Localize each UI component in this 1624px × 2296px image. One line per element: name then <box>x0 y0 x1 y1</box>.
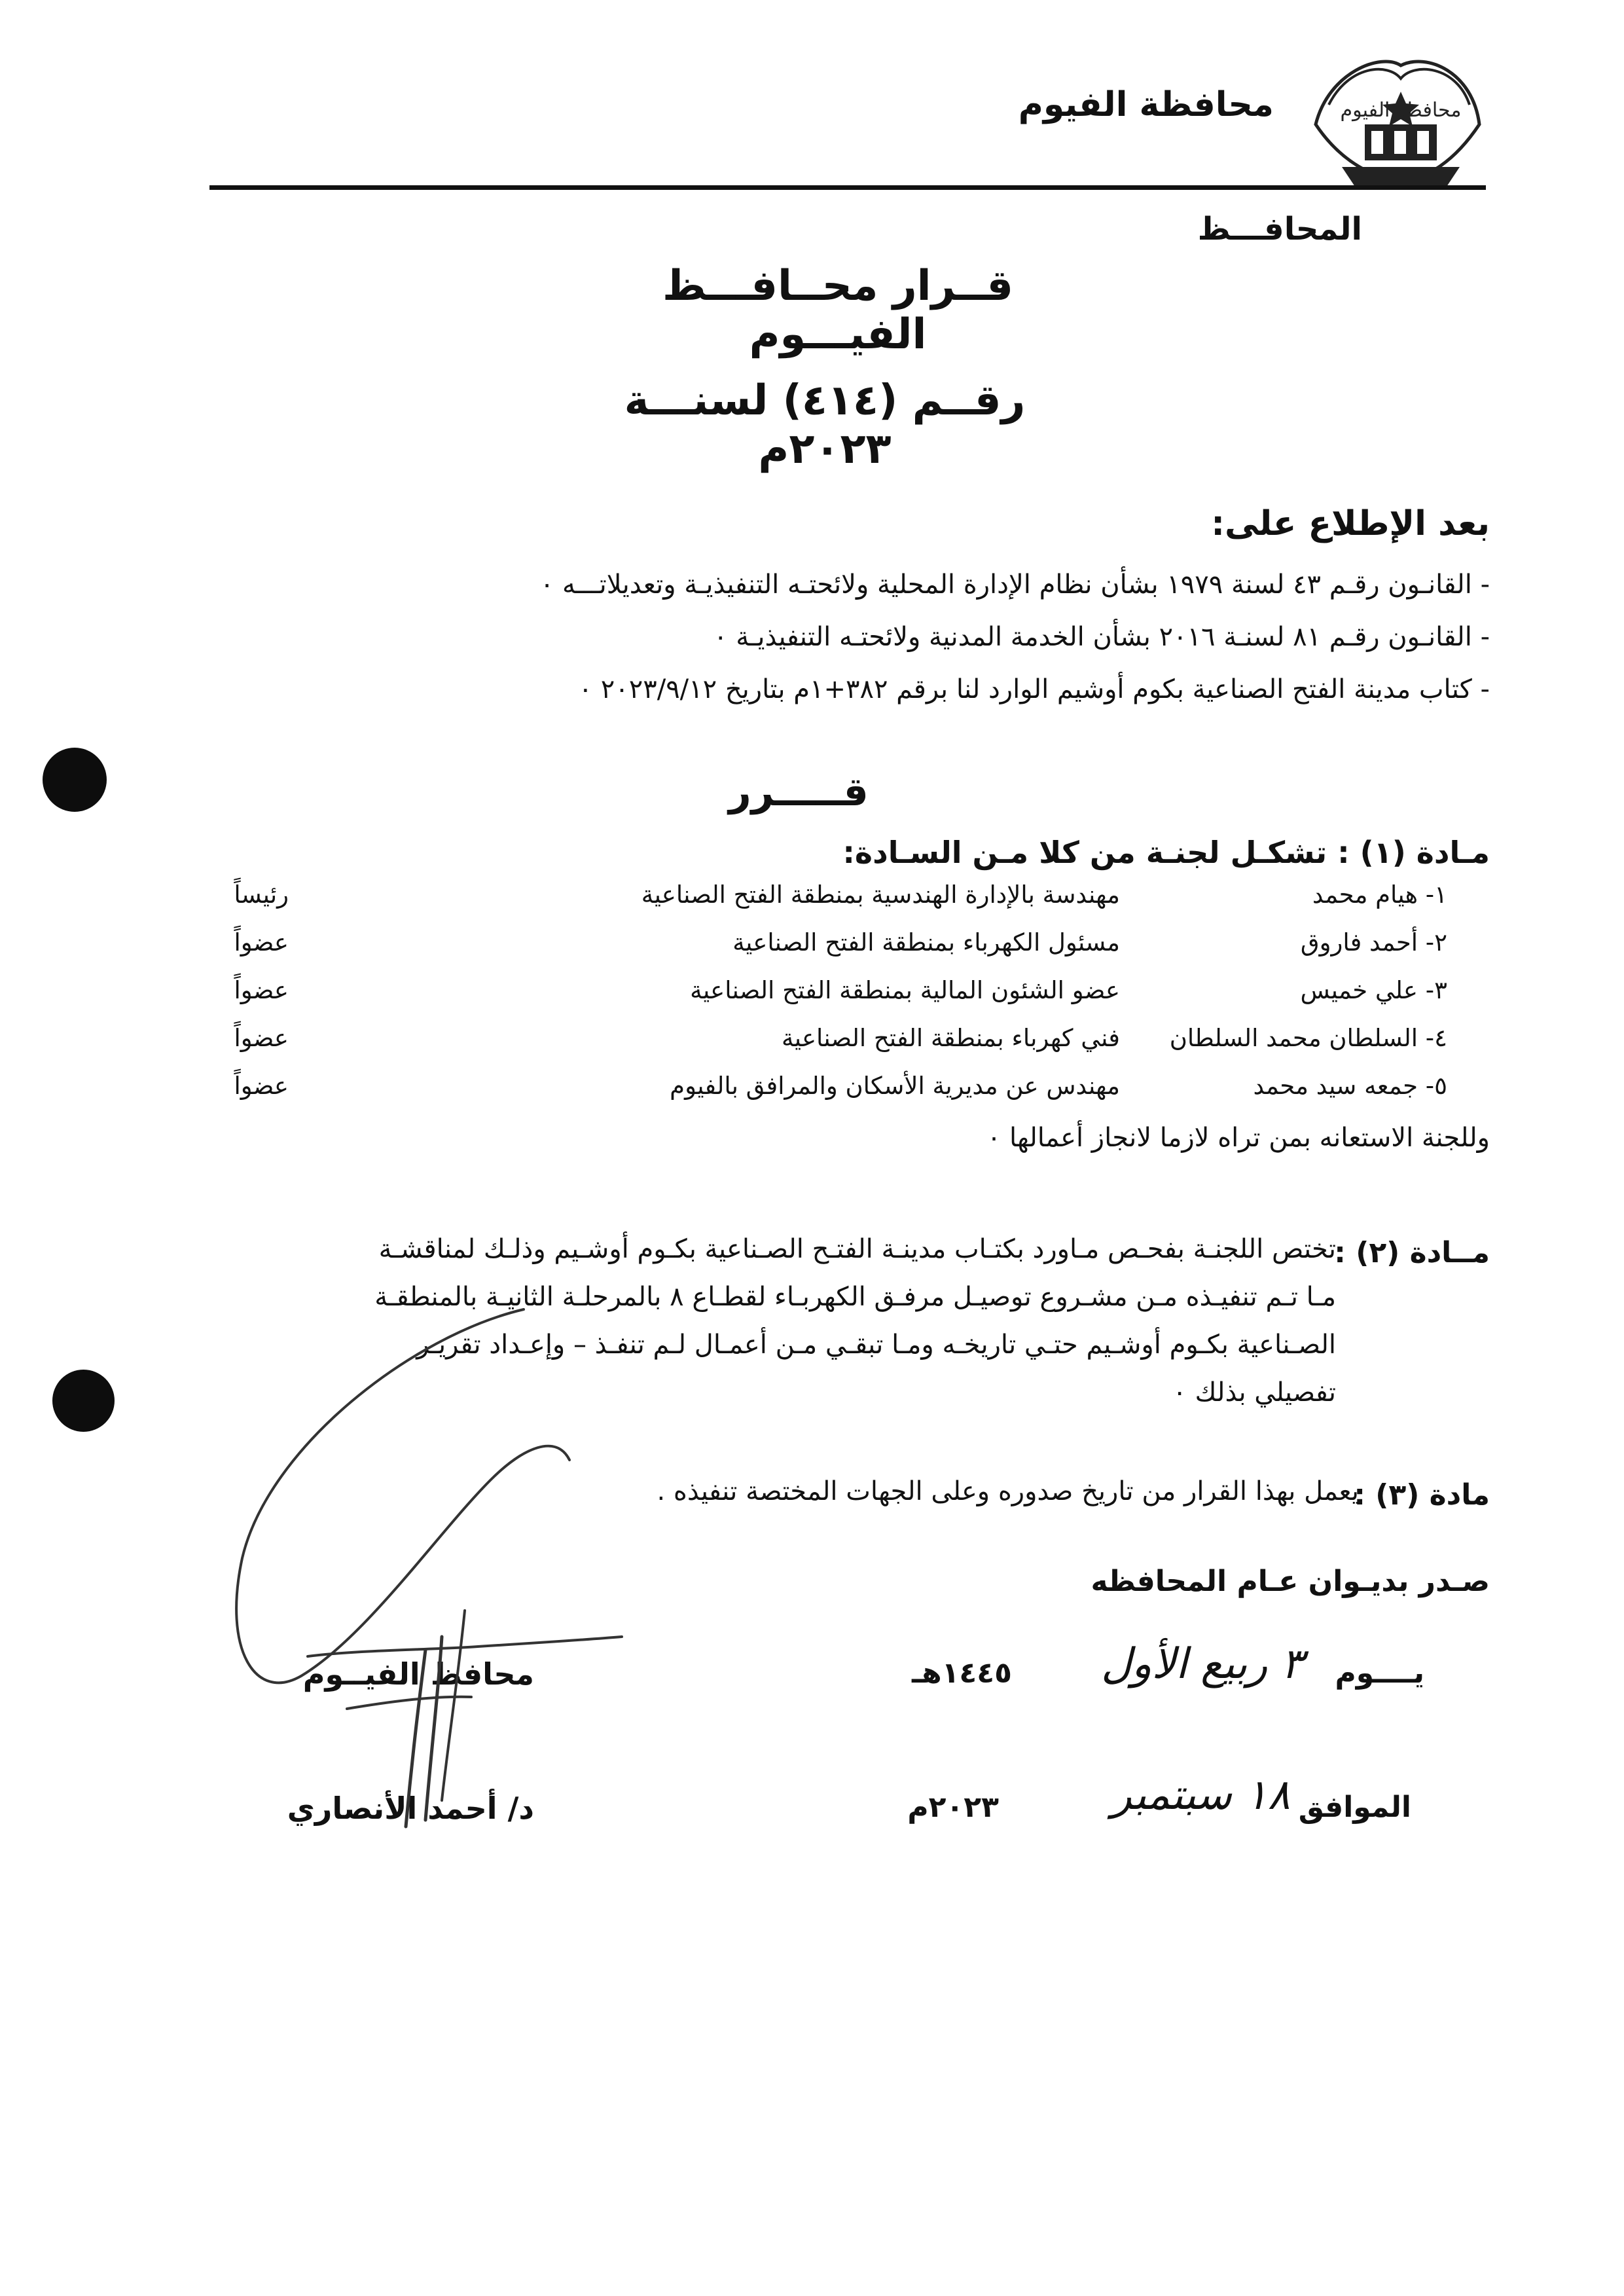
member-name: ٣- علي خميس <box>1300 976 1447 1004</box>
preamble-heading: بعد الإطلاع على: <box>1211 504 1490 543</box>
governorate-logo <box>1303 26 1492 196</box>
article-1-note: وللجنة الاستعانه بمن تراه لازما لانجاز أعمالها ٠ <box>986 1123 1490 1153</box>
signature <box>216 1283 687 1872</box>
hijri-year: ١٤٤٥هـ <box>912 1656 1012 1690</box>
gregorian-day: ١٨ سبتمبر <box>1111 1771 1290 1819</box>
article-1-heading: مـادة (١) : تشكـل لجنـة من كلا مـن السـادة: <box>842 835 1490 870</box>
member-position: مسئول الكهرباء بمنطقة الفتح الصناعية <box>732 928 1120 957</box>
header-divider <box>209 185 1486 190</box>
article-2-line: الصـناعية بكـوم أوشـيم حتـي تاريخـه ومـا تبقـي مـن أعمـال لـم تنفـذ – وإعـداد تقريـر <box>416 1330 1336 1360</box>
logo-text: محافظة الفيوم <box>1340 99 1462 122</box>
issued-at: صـدر بديـوان عـام المحافظه <box>1091 1565 1490 1598</box>
decision-heading: قـــــرر <box>729 769 869 815</box>
article-3-label: مادة (٣) : <box>1354 1478 1490 1512</box>
corresponding-label: الموافق <box>1298 1791 1411 1824</box>
member-role: عضواً <box>234 928 289 957</box>
member-role: رئيساً <box>234 881 289 909</box>
member-position: عضو الشئون المالية بمنطقة الفتح الصناعية <box>690 976 1120 1004</box>
article-2-line: تختص اللجنـة بفحـص مـاورد بكتـاب مدينـة الفتـح الصـناعية بكـوم أوشـيم وذلـك لمناقشـة <box>378 1234 1336 1264</box>
day-label: يــــوم <box>1335 1656 1424 1690</box>
member-name: ٤- السلطان محمد السلطان <box>1169 1024 1447 1052</box>
article-2-line: مـا تـم تنفيـذه مـن مشـروع توصيـل مرفـق الكهربـاء لقطـاع ٨ بالمرحلـة الثانيـة بالمنطقـة <box>374 1282 1336 1312</box>
member-name: ١- هيام محمد <box>1312 881 1447 909</box>
article-2-label: مــادة (٢) : <box>1334 1236 1490 1269</box>
member-role: عضواً <box>234 1024 289 1052</box>
decree-title: قــرار محــافـــظ الفيـــوم <box>662 262 1014 359</box>
member-name: ٢- أحمد فاروق <box>1300 928 1447 957</box>
article-3-text: يعمل بهذا القرار من تاريخ صدوره وعلى الجهات المختصة تنفيذه . <box>657 1476 1359 1506</box>
signatory-title: محافظ الفيــوم <box>302 1656 534 1692</box>
member-role: عضواً <box>234 976 289 1004</box>
member-position: فني كهرباء بمنطقة الفتح الصناعية <box>781 1024 1120 1052</box>
punch-hole <box>52 1370 115 1432</box>
governorate-name: محافظة الفيوم <box>1018 85 1274 124</box>
member-position: مهندس عن مديرية الأسكان والمرافق بالفيوم <box>670 1072 1120 1100</box>
member-position: مهندسة بالإدارة الهندسية بمنطقة الفتح الصناعية <box>641 881 1120 909</box>
hijri-day: ٣ ربيع الأول <box>1101 1640 1303 1688</box>
preamble-item: - القانـون رقـم ٤٣ لسنة ١٩٧٩ بشأن نظام الإدارة المحلية ولائحتـه التنفيذيـة وتعديلاتـــه ٠ <box>539 570 1490 600</box>
member-name: ٥- جمعه سيد محمد <box>1253 1072 1447 1100</box>
office-title: المحافـــظ <box>1197 211 1362 247</box>
gregorian-year: ٢٠٢٣م <box>907 1791 999 1824</box>
member-role: عضواً <box>234 1072 289 1100</box>
decree-number: رقــم (٤١٤) لسنـــة ٢٠٢٣م <box>624 376 1026 473</box>
preamble-item: - كتاب مدينة الفتح الصناعية بكوم أوشيم الوارد لنا برقم ٣٨٢+١م بتاريخ ٢٠٢٣/٩/١٢ ٠ <box>578 674 1490 704</box>
preamble-item: - القانـون رقـم ٨١ لسنـة ٢٠١٦ بشأن الخدمة المدنية ولائحتـه التنفيذيـة ٠ <box>713 622 1490 652</box>
punch-hole <box>43 748 107 812</box>
article-2-line: تفصيلي بذلك ٠ <box>1172 1377 1336 1408</box>
signatory-name: د/ أحمد الأنصاري <box>287 1791 534 1826</box>
